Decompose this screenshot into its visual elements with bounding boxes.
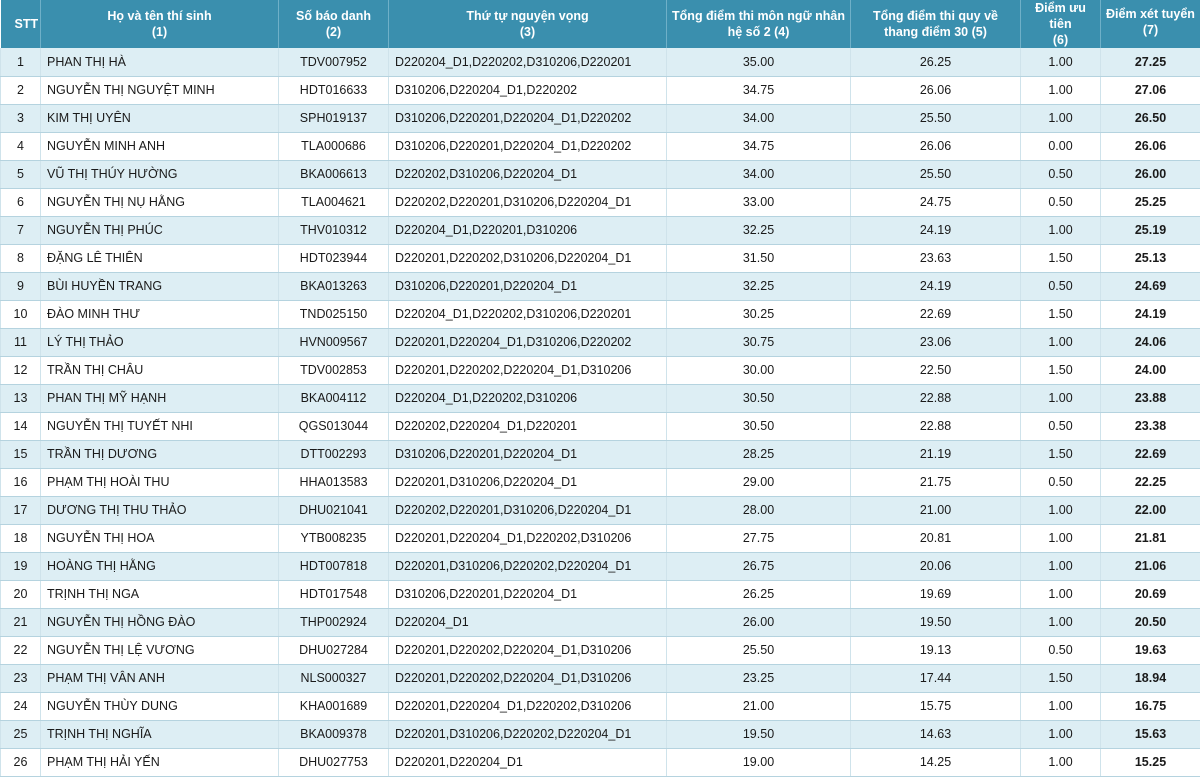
cell-name: NGUYỄN THỊ TUYẾT NHI xyxy=(41,412,279,440)
cell-final: 26.50 xyxy=(1101,104,1200,132)
cell-nv: D220201,D220202,D310206,D220204_D1 xyxy=(389,244,667,272)
cell-stt: 1 xyxy=(1,48,41,76)
header-name-sub: (1) xyxy=(151,25,168,39)
cell-scale30: 26.06 xyxy=(851,132,1021,160)
table-row xyxy=(1,580,1200,608)
table-row xyxy=(1,216,1200,244)
table-row xyxy=(1,552,1200,580)
table-row xyxy=(1,664,1200,692)
header-scale30-sub: thang điểm 30 (5) xyxy=(884,25,987,39)
cell-final: 18.94 xyxy=(1101,664,1200,692)
cell-priority: 1.50 xyxy=(1021,356,1101,384)
table-row xyxy=(1,76,1200,104)
header-nv xyxy=(389,0,667,48)
cell-final: 24.00 xyxy=(1101,356,1200,384)
cell-scale30: 23.06 xyxy=(851,328,1021,356)
table-row xyxy=(1,720,1200,748)
cell-scale30: 25.50 xyxy=(851,160,1021,188)
cell-final: 27.25 xyxy=(1101,48,1200,76)
cell-sbd: BKA006613 xyxy=(279,160,389,188)
cell-sbd: DHU021041 xyxy=(279,496,389,524)
cell-total: 28.00 xyxy=(667,496,851,524)
cell-total: 19.50 xyxy=(667,720,851,748)
cell-total: 30.25 xyxy=(667,300,851,328)
header-sbd-label: Số báo danh xyxy=(296,9,371,23)
cell-total: 32.25 xyxy=(667,216,851,244)
table-row xyxy=(1,132,1200,160)
cell-stt: 12 xyxy=(1,356,41,384)
cell-name: TRỊNH THỊ NGA xyxy=(41,580,279,608)
cell-name: NGUYỄN THÙY DUNG xyxy=(41,692,279,720)
table-row xyxy=(1,608,1200,636)
cell-name: NGUYỄN THỊ NỤ HẰNG xyxy=(41,188,279,216)
cell-scale30: 19.13 xyxy=(851,636,1021,664)
cell-stt: 13 xyxy=(1,384,41,412)
cell-total: 30.00 xyxy=(667,356,851,384)
cell-sbd: TLA000686 xyxy=(279,132,389,160)
header-priority xyxy=(1021,0,1101,48)
cell-total: 25.50 xyxy=(667,636,851,664)
table-row xyxy=(1,328,1200,356)
cell-name: NGUYỄN MINH ANH xyxy=(41,132,279,160)
cell-priority: 1.00 xyxy=(1021,48,1101,76)
table-row xyxy=(1,496,1200,524)
cell-name: LÝ THỊ THẢO xyxy=(41,328,279,356)
cell-nv: D220202,D310206,D220204_D1 xyxy=(389,160,667,188)
cell-name: TRẦN THỊ DƯƠNG xyxy=(41,440,279,468)
table-row xyxy=(1,748,1200,776)
table-row xyxy=(1,524,1200,552)
cell-total: 34.00 xyxy=(667,104,851,132)
header-final xyxy=(1101,0,1200,48)
cell-total: 19.00 xyxy=(667,748,851,776)
cell-priority: 1.00 xyxy=(1021,552,1101,580)
cell-stt: 16 xyxy=(1,468,41,496)
cell-scale30: 24.75 xyxy=(851,188,1021,216)
cell-scale30: 15.75 xyxy=(851,692,1021,720)
cell-scale30: 22.88 xyxy=(851,384,1021,412)
cell-name: ĐẶNG LÊ THIÊN xyxy=(41,244,279,272)
cell-final: 20.50 xyxy=(1101,608,1200,636)
cell-final: 23.88 xyxy=(1101,384,1200,412)
cell-name: TRỊNH THỊ NGHĨA xyxy=(41,720,279,748)
header-stt-label: STT xyxy=(14,17,39,31)
cell-priority: 0.50 xyxy=(1021,468,1101,496)
table-row xyxy=(1,692,1200,720)
cell-final: 24.69 xyxy=(1101,272,1200,300)
cell-total: 30.50 xyxy=(667,412,851,440)
cell-nv: D310206,D220201,D220204_D1,D220202 xyxy=(389,132,667,160)
cell-scale30: 14.25 xyxy=(851,748,1021,776)
cell-scale30: 19.69 xyxy=(851,580,1021,608)
cell-stt: 25 xyxy=(1,720,41,748)
cell-stt: 23 xyxy=(1,664,41,692)
cell-total: 35.00 xyxy=(667,48,851,76)
cell-stt: 24 xyxy=(1,692,41,720)
header-nv-label: Thứ tự nguyện vọng xyxy=(466,9,589,23)
cell-sbd: THV010312 xyxy=(279,216,389,244)
cell-priority: 1.00 xyxy=(1021,496,1101,524)
cell-name: NGUYỄN THỊ NGUYỆT MINH xyxy=(41,76,279,104)
cell-stt: 17 xyxy=(1,496,41,524)
cell-final: 26.06 xyxy=(1101,132,1200,160)
table-row xyxy=(1,244,1200,272)
cell-stt: 15 xyxy=(1,440,41,468)
cell-total: 30.75 xyxy=(667,328,851,356)
cell-final: 22.00 xyxy=(1101,496,1200,524)
cell-total: 26.00 xyxy=(667,608,851,636)
cell-nv: D220201,D220204_D1,D220202,D310206 xyxy=(389,524,667,552)
cell-scale30: 21.00 xyxy=(851,496,1021,524)
table-row xyxy=(1,384,1200,412)
cell-final: 19.63 xyxy=(1101,636,1200,664)
cell-priority: 1.00 xyxy=(1021,384,1101,412)
cell-stt: 18 xyxy=(1,524,41,552)
cell-scale30: 19.50 xyxy=(851,608,1021,636)
cell-nv: D220201,D310206,D220202,D220204_D1 xyxy=(389,720,667,748)
cell-total: 30.50 xyxy=(667,384,851,412)
cell-sbd: TDV002853 xyxy=(279,356,389,384)
header-final-label: Điểm xét tuyển (7) xyxy=(1106,7,1195,37)
cell-nv: D220204_D1,D220202,D310206,D220201 xyxy=(389,300,667,328)
header-total-sub: hệ số 2 (4) xyxy=(727,25,790,39)
cell-sbd: HDT017548 xyxy=(279,580,389,608)
cell-sbd: BKA004112 xyxy=(279,384,389,412)
header-total xyxy=(667,0,851,48)
cell-nv: D220204_D1,D220202,D310206 xyxy=(389,384,667,412)
cell-sbd: TLA004621 xyxy=(279,188,389,216)
header-sbd-sub: (2) xyxy=(325,25,342,39)
cell-sbd: TDV007952 xyxy=(279,48,389,76)
cell-priority: 0.50 xyxy=(1021,160,1101,188)
cell-name: ĐÀO MINH THƯ xyxy=(41,300,279,328)
table-row xyxy=(1,356,1200,384)
cell-nv: D220204_D1,D220201,D310206 xyxy=(389,216,667,244)
header-priority-sub: (6) xyxy=(1052,33,1069,47)
cell-total: 26.25 xyxy=(667,580,851,608)
cell-stt: 11 xyxy=(1,328,41,356)
header-sbd xyxy=(279,0,389,48)
cell-priority: 1.00 xyxy=(1021,524,1101,552)
cell-nv: D310206,D220204_D1,D220202 xyxy=(389,76,667,104)
cell-final: 16.75 xyxy=(1101,692,1200,720)
cell-nv: D220201,D310206,D220202,D220204_D1 xyxy=(389,552,667,580)
header-name xyxy=(41,0,279,48)
table-row xyxy=(1,636,1200,664)
cell-sbd: YTB008235 xyxy=(279,524,389,552)
cell-stt: 2 xyxy=(1,76,41,104)
cell-final: 15.63 xyxy=(1101,720,1200,748)
cell-nv: D220202,D220201,D310206,D220204_D1 xyxy=(389,188,667,216)
cell-stt: 22 xyxy=(1,636,41,664)
cell-scale30: 22.88 xyxy=(851,412,1021,440)
cell-name: PHAN THỊ MỸ HẠNH xyxy=(41,384,279,412)
cell-sbd: NLS000327 xyxy=(279,664,389,692)
cell-total: 32.25 xyxy=(667,272,851,300)
header-total-label: Tổng điểm thi môn ngữ nhân xyxy=(672,9,845,23)
cell-priority: 1.00 xyxy=(1021,216,1101,244)
cell-final: 25.25 xyxy=(1101,188,1200,216)
cell-priority: 0.00 xyxy=(1021,132,1101,160)
cell-final: 25.19 xyxy=(1101,216,1200,244)
cell-scale30: 26.25 xyxy=(851,48,1021,76)
cell-sbd: BKA013263 xyxy=(279,272,389,300)
table-row xyxy=(1,300,1200,328)
cell-nv: D220201,D220202,D220204_D1,D310206 xyxy=(389,664,667,692)
table-body xyxy=(1,48,1200,776)
cell-nv: D220201,D220204_D1 xyxy=(389,748,667,776)
cell-sbd: DHU027753 xyxy=(279,748,389,776)
cell-nv: D220201,D220202,D220204_D1,D310206 xyxy=(389,356,667,384)
cell-name: VŨ THỊ THÚY HƯỜNG xyxy=(41,160,279,188)
cell-sbd: HDT007818 xyxy=(279,552,389,580)
cell-name: PHẠM THỊ HOÀI THU xyxy=(41,468,279,496)
cell-scale30: 21.19 xyxy=(851,440,1021,468)
cell-scale30: 21.75 xyxy=(851,468,1021,496)
cell-final: 21.06 xyxy=(1101,552,1200,580)
cell-total: 31.50 xyxy=(667,244,851,272)
cell-name: PHẠM THỊ HẢI YẾN xyxy=(41,748,279,776)
cell-stt: 6 xyxy=(1,188,41,216)
cell-stt: 4 xyxy=(1,132,41,160)
cell-stt: 3 xyxy=(1,104,41,132)
cell-total: 34.75 xyxy=(667,132,851,160)
header-priority-label: Điểm ưu tiên xyxy=(1035,1,1086,31)
cell-priority: 1.50 xyxy=(1021,664,1101,692)
cell-priority: 0.50 xyxy=(1021,272,1101,300)
cell-name: NGUYỄN THỊ HOA xyxy=(41,524,279,552)
cell-nv: D220201,D220204_D1,D310206,D220202 xyxy=(389,328,667,356)
cell-nv: D220201,D310206,D220204_D1 xyxy=(389,468,667,496)
cell-nv: D310206,D220201,D220204_D1 xyxy=(389,440,667,468)
cell-name: PHẠM THỊ VÂN ANH xyxy=(41,664,279,692)
cell-final: 22.69 xyxy=(1101,440,1200,468)
cell-final: 27.06 xyxy=(1101,76,1200,104)
cell-final: 23.38 xyxy=(1101,412,1200,440)
cell-total: 23.25 xyxy=(667,664,851,692)
cell-total: 21.00 xyxy=(667,692,851,720)
cell-stt: 26 xyxy=(1,748,41,776)
table-row xyxy=(1,160,1200,188)
cell-final: 24.19 xyxy=(1101,300,1200,328)
cell-final: 15.25 xyxy=(1101,748,1200,776)
cell-sbd: HVN009567 xyxy=(279,328,389,356)
cell-priority: 1.00 xyxy=(1021,720,1101,748)
cell-priority: 1.00 xyxy=(1021,76,1101,104)
cell-priority: 1.50 xyxy=(1021,244,1101,272)
cell-final: 21.81 xyxy=(1101,524,1200,552)
cell-priority: 0.50 xyxy=(1021,412,1101,440)
cell-sbd: THP002924 xyxy=(279,608,389,636)
cell-stt: 19 xyxy=(1,552,41,580)
cell-stt: 9 xyxy=(1,272,41,300)
cell-stt: 20 xyxy=(1,580,41,608)
cell-nv: D310206,D220201,D220204_D1,D220202 xyxy=(389,104,667,132)
cell-name: TRẦN THỊ CHÂU xyxy=(41,356,279,384)
table-row xyxy=(1,104,1200,132)
header-nv-sub: (3) xyxy=(519,25,536,39)
cell-name: NGUYỄN THỊ PHÚC xyxy=(41,216,279,244)
cell-priority: 1.00 xyxy=(1021,580,1101,608)
cell-stt: 8 xyxy=(1,244,41,272)
cell-scale30: 25.50 xyxy=(851,104,1021,132)
cell-name: PHAN THỊ HÀ xyxy=(41,48,279,76)
cell-scale30: 14.63 xyxy=(851,720,1021,748)
header-stt xyxy=(1,0,41,48)
table-row xyxy=(1,440,1200,468)
cell-stt: 5 xyxy=(1,160,41,188)
cell-priority: 0.50 xyxy=(1021,188,1101,216)
cell-nv: D220204_D1 xyxy=(389,608,667,636)
cell-scale30: 23.63 xyxy=(851,244,1021,272)
cell-priority: 1.00 xyxy=(1021,608,1101,636)
cell-priority: 1.50 xyxy=(1021,440,1101,468)
cell-name: DƯƠNG THỊ THU THẢO xyxy=(41,496,279,524)
cell-stt: 21 xyxy=(1,608,41,636)
cell-sbd: BKA009378 xyxy=(279,720,389,748)
cell-total: 28.25 xyxy=(667,440,851,468)
cell-sbd: TND025150 xyxy=(279,300,389,328)
cell-total: 34.00 xyxy=(667,160,851,188)
header-scale30-label: Tổng điểm thi quy về xyxy=(872,9,998,23)
cell-stt: 10 xyxy=(1,300,41,328)
table-header xyxy=(1,0,1200,48)
cell-nv: D220201,D220204_D1,D220202,D310206 xyxy=(389,692,667,720)
header-scale30 xyxy=(851,0,1021,48)
cell-priority: 1.00 xyxy=(1021,104,1101,132)
cell-sbd: QGS013044 xyxy=(279,412,389,440)
cell-nv: D220201,D220202,D220204_D1,D310206 xyxy=(389,636,667,664)
cell-sbd: HDT023944 xyxy=(279,244,389,272)
table-row xyxy=(1,48,1200,76)
cell-priority: 1.50 xyxy=(1021,300,1101,328)
table-row xyxy=(1,188,1200,216)
cell-name: BÙI HUYỀN TRANG xyxy=(41,272,279,300)
cell-nv: D310206,D220201,D220204_D1 xyxy=(389,580,667,608)
cell-sbd: HDT016633 xyxy=(279,76,389,104)
cell-total: 29.00 xyxy=(667,468,851,496)
cell-final: 24.06 xyxy=(1101,328,1200,356)
table-row xyxy=(1,412,1200,440)
cell-nv: D310206,D220201,D220204_D1 xyxy=(389,272,667,300)
cell-name: NGUYỄN THỊ LỆ VƯƠNG xyxy=(41,636,279,664)
cell-sbd: KHA001689 xyxy=(279,692,389,720)
cell-name: NGUYỄN THỊ HỒNG ĐÀO xyxy=(41,608,279,636)
cell-final: 26.00 xyxy=(1101,160,1200,188)
cell-priority: 1.00 xyxy=(1021,692,1101,720)
cell-total: 34.75 xyxy=(667,76,851,104)
cell-scale30: 26.06 xyxy=(851,76,1021,104)
cell-nv: D220202,D220201,D310206,D220204_D1 xyxy=(389,496,667,524)
cell-stt: 7 xyxy=(1,216,41,244)
cell-total: 27.75 xyxy=(667,524,851,552)
cell-priority: 0.50 xyxy=(1021,636,1101,664)
cell-stt: 14 xyxy=(1,412,41,440)
cell-scale30: 17.44 xyxy=(851,664,1021,692)
cell-final: 22.25 xyxy=(1101,468,1200,496)
table-row xyxy=(1,468,1200,496)
cell-scale30: 24.19 xyxy=(851,272,1021,300)
cell-scale30: 22.69 xyxy=(851,300,1021,328)
cell-sbd: DTT002293 xyxy=(279,440,389,468)
cell-total: 26.75 xyxy=(667,552,851,580)
cell-priority: 1.00 xyxy=(1021,748,1101,776)
table-row xyxy=(1,272,1200,300)
cell-scale30: 24.19 xyxy=(851,216,1021,244)
cell-name: KIM THỊ UYÊN xyxy=(41,104,279,132)
cell-nv: D220204_D1,D220202,D310206,D220201 xyxy=(389,48,667,76)
cell-nv: D220202,D220204_D1,D220201 xyxy=(389,412,667,440)
cell-priority: 1.00 xyxy=(1021,328,1101,356)
header-name-label: Họ và tên thí sinh xyxy=(107,9,212,23)
cell-final: 20.69 xyxy=(1101,580,1200,608)
cell-sbd: DHU027284 xyxy=(279,636,389,664)
cell-scale30: 20.06 xyxy=(851,552,1021,580)
cell-sbd: HHA013583 xyxy=(279,468,389,496)
cell-final: 25.13 xyxy=(1101,244,1200,272)
cell-name: HOÀNG THỊ HẰNG xyxy=(41,552,279,580)
cell-scale30: 22.50 xyxy=(851,356,1021,384)
cell-sbd: SPH019137 xyxy=(279,104,389,132)
cell-scale30: 20.81 xyxy=(851,524,1021,552)
cell-total: 33.00 xyxy=(667,188,851,216)
